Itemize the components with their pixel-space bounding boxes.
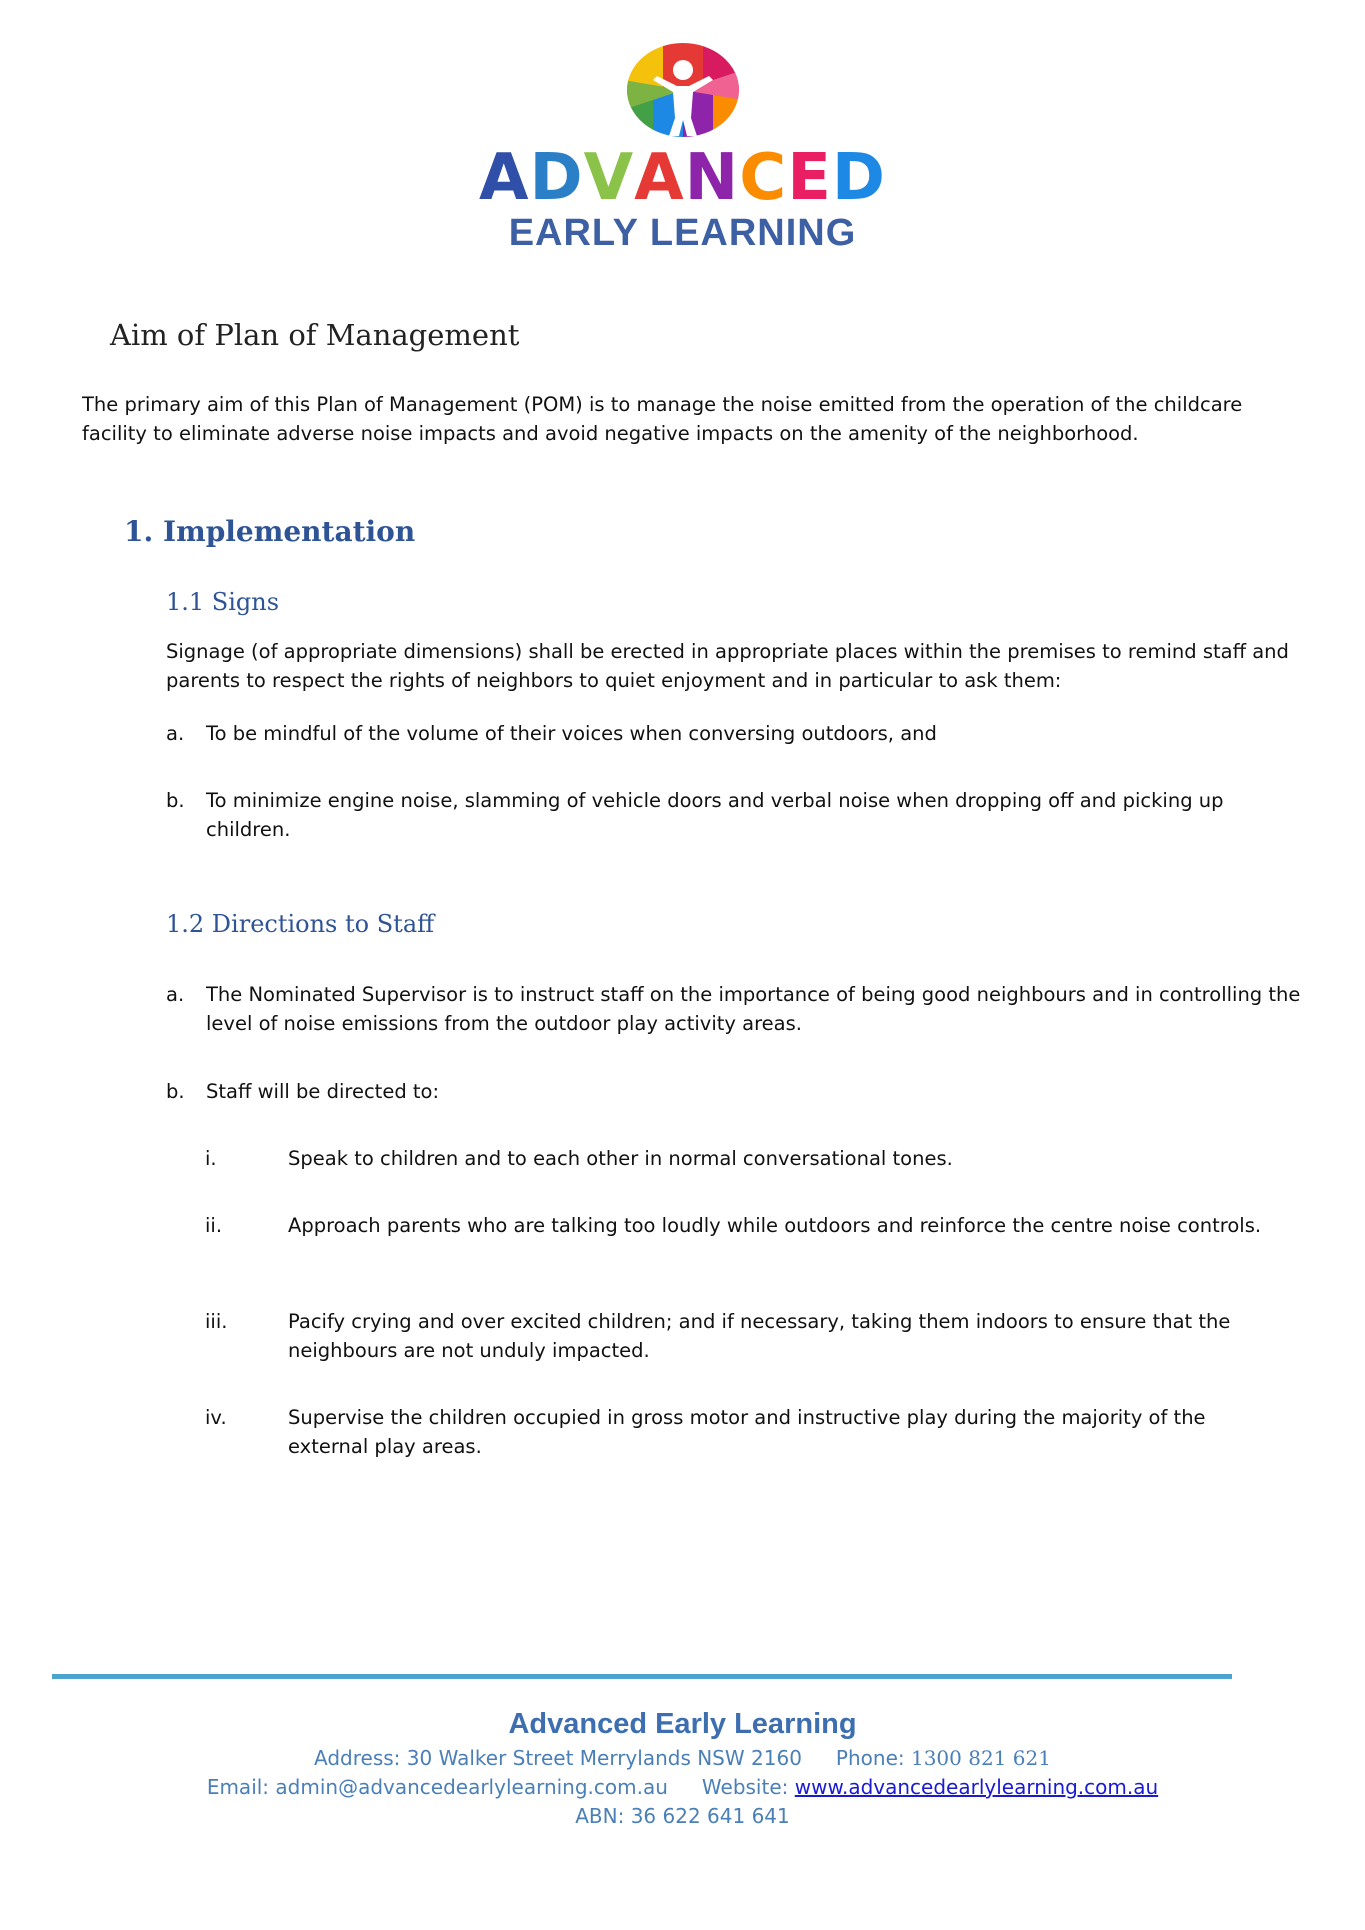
logo-early-learning-wordmark: EARLY LEARNING xyxy=(508,212,857,254)
logo-letter: E xyxy=(787,141,832,215)
list-item xyxy=(166,980,1306,1038)
footer-email-website xyxy=(0,1775,1365,1799)
list-item xyxy=(166,719,1306,748)
logo-letter: A xyxy=(478,141,530,215)
list-marker: b. xyxy=(166,1080,185,1103)
footer-phone[interactable]: 1300 821 621 xyxy=(910,1746,1051,1770)
sub-list-item xyxy=(205,1144,1275,1173)
sub-list-item-text: Pacify crying and over excited children; and if necessary, taking them indoors to ensure that the neighbours are not unduly impacted. xyxy=(288,1310,1231,1362)
sub-list-item-text: Supervise the children occupied in gross motor and instructive play during the majority of the external play areas. xyxy=(288,1406,1206,1458)
footer-website-label: Website: xyxy=(701,1775,789,1799)
aim-paragraph: The primary aim of this Plan of Management (POM) is to manage the noise emitted from the operation of the childcare facility to eliminate adverse noise impacts and avoid negative impacts on the amenity of the neighborhood. xyxy=(82,393,1243,445)
sub-list-item xyxy=(205,1403,1275,1461)
sub-list-item xyxy=(205,1307,1275,1365)
sub-list-item-text: Speak to children and to each other in normal conversational tones. xyxy=(288,1147,953,1170)
logo-letter: D xyxy=(831,141,887,215)
subsection-heading-signs: 1.1 Signs xyxy=(166,588,280,616)
footer-org-name: Advanced Early Learning xyxy=(508,1708,857,1740)
footer-email[interactable]: Email: admin@advancedearlylearning.com.au xyxy=(206,1775,668,1799)
footer-address: Address: 30 Walker Street Merrylands NSW 2160 xyxy=(314,1746,802,1770)
list-item-text: To minimize engine noise, slamming of vehicle doors and verbal noise when dropping off and picking up children. xyxy=(206,789,1224,841)
footer-address-phone xyxy=(0,1746,1365,1770)
sub-list-marker: ii. xyxy=(205,1214,223,1237)
logo-letter: A xyxy=(634,141,685,215)
sub-list-item-text: Approach parents who are talking too loudly while outdoors and reinforce the centre noise controls. xyxy=(288,1214,1262,1237)
sub-list-marker: iv. xyxy=(205,1406,227,1429)
section-heading-implementation: 1. Implementation xyxy=(124,515,416,548)
logo-emblem-icon xyxy=(623,40,743,140)
logo-advanced-wordmark xyxy=(0,141,1365,215)
logo-letter: V xyxy=(583,141,635,215)
logo-letter: C xyxy=(739,141,788,215)
footer-abn: ABN: 36 622 641 641 xyxy=(575,1804,790,1828)
signs-intro-paragraph: Signage (of appropriate dimensions) shall be erected in appropriate places within the premises to remind staff and parents to respect the rights of neighbors to quiet enjoyment and in particular to ask them: xyxy=(166,640,1289,692)
footer-divider xyxy=(52,1674,1232,1679)
list-item-text: The Nominated Supervisor is to instruct staff on the importance of being good neighbours and in controlling the level of noise emissions from the outdoor play activity areas. xyxy=(206,983,1301,1035)
aim-title: Aim of Plan of Management xyxy=(110,318,520,352)
subsection-heading-directions: 1.2 Directions to Staff xyxy=(166,910,435,938)
list-item xyxy=(166,1077,1306,1106)
sub-list-marker: iii. xyxy=(205,1310,228,1333)
footer-phone-label: Phone: xyxy=(835,1746,905,1770)
sub-list-item xyxy=(205,1211,1275,1240)
list-marker: a. xyxy=(166,722,185,745)
sub-list-marker: i. xyxy=(205,1147,217,1170)
list-marker: a. xyxy=(166,983,185,1006)
list-item xyxy=(166,786,1306,844)
footer-website-link[interactable]: www.advancedearlylearning.com.au xyxy=(794,1775,1159,1799)
logo-letter: N xyxy=(684,141,740,215)
list-item-text: To be mindful of the volume of their voices when conversing outdoors, and xyxy=(206,722,937,745)
list-marker: b. xyxy=(166,789,185,812)
logo-letter: D xyxy=(529,141,584,215)
list-item-text: Staff will be directed to: xyxy=(206,1080,440,1103)
logo xyxy=(0,40,1365,252)
